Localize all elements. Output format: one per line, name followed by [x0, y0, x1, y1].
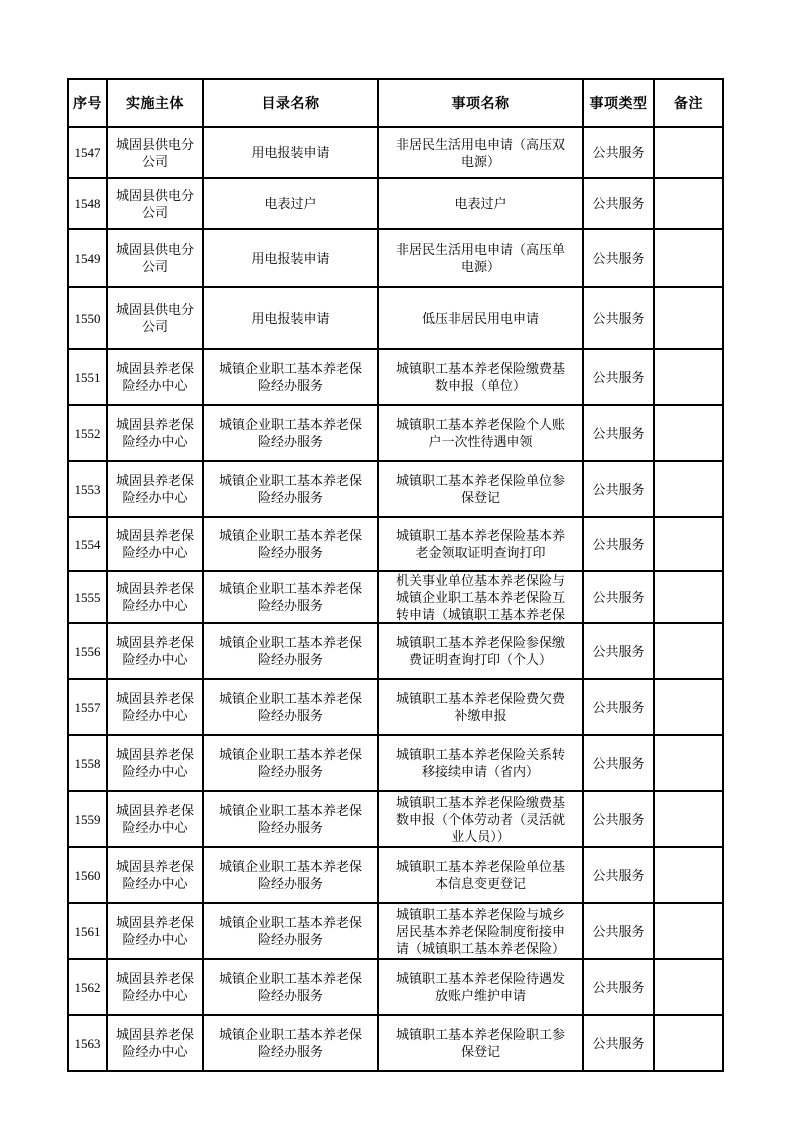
table-row: [68, 1015, 723, 1071]
cell-no: [68, 571, 107, 623]
cell-item: [378, 178, 583, 229]
cell-catalog: [203, 229, 378, 287]
table-row: [68, 903, 723, 959]
cell-catalog: [203, 959, 378, 1015]
cell-type: [583, 847, 654, 903]
cell-text-item: 电表过户: [454, 196, 507, 211]
cell-item: [378, 623, 583, 679]
cell-text-entity: 城固县养老保险经办中心: [115, 635, 194, 667]
table-row: [68, 735, 723, 791]
cell-text-type: 公共服务: [592, 1035, 645, 1051]
cell-note: [654, 679, 723, 735]
cell-text-catalog: 用电报装申请: [251, 145, 330, 160]
cell-text-type: 公共服务: [592, 755, 645, 771]
cell-no: [68, 517, 107, 571]
cell-note: [654, 791, 723, 847]
cell-catalog: [203, 405, 378, 461]
cell-item: [378, 461, 583, 517]
cell-no: [68, 903, 107, 959]
cell-text-note: [655, 350, 722, 404]
cell-text-entity: 城固县供电分公司: [115, 136, 194, 169]
cell-catalog: [203, 1015, 378, 1071]
cell-no: [68, 847, 107, 903]
cell-text-no: 1557: [74, 699, 101, 715]
cell-text-no: 1563: [74, 1035, 101, 1051]
table-row: [68, 127, 723, 178]
table-row: [68, 847, 723, 903]
cell-text-no: 1549: [74, 250, 101, 266]
cell-text-entity: 城固县养老保险经办中心: [115, 859, 194, 891]
cell-text-no: 1550: [74, 310, 101, 326]
cell-text-note: [655, 1016, 722, 1070]
cell-no: [68, 679, 107, 735]
cell-text-no: 1555: [74, 589, 101, 605]
cell-text-catalog: 城镇企业职工基本养老保险经办服务: [218, 528, 362, 560]
table-row: [68, 461, 723, 517]
cell-no: [68, 959, 107, 1015]
cell-entity: [107, 571, 203, 623]
cell-text-type: 公共服务: [592, 196, 645, 211]
cell-text-item: 城镇职工基本养老保险与城乡居民基本养老保险制度衔接申请（城镇职工基本养老保险）: [395, 906, 565, 956]
cell-type: [583, 287, 654, 349]
cell-text-entity: 城固县养老保险经办中心: [115, 417, 194, 449]
cell-text-item: 城镇职工基本养老保险个人账户一次性待遇申领: [395, 417, 565, 449]
cell-entity: [107, 405, 203, 461]
cell-item: [378, 679, 583, 735]
cell-text-no: 1561: [74, 923, 101, 939]
cell-catalog: [203, 679, 378, 735]
cell-text-catalog: 城镇企业职工基本养老保险经办服务: [218, 747, 362, 779]
cell-entity: [107, 349, 203, 405]
cell-text-item: 城镇职工基本养老保险费欠费补缴申报: [395, 691, 565, 723]
cell-text-type: 公共服务: [592, 145, 645, 160]
cell-text-no: 1560: [74, 867, 101, 883]
cell-text-no: 1562: [74, 979, 101, 995]
cell-text-item: 城镇职工基本养老保险基本养老金领取证明查询打印: [395, 528, 565, 560]
table-row: [68, 229, 723, 287]
cell-text-item: 城镇职工基本养老保险关系转移接续申请（省内）: [395, 747, 565, 779]
table-row: [68, 517, 723, 571]
cell-item: [378, 791, 583, 847]
cell-no: [68, 735, 107, 791]
cell-text-item: 城镇职工基本养老保险缴费基数申报（单位）: [395, 361, 565, 393]
cell-text-no: 1559: [74, 811, 101, 827]
cell-text-note: [655, 848, 722, 902]
cell-text-catalog: 城镇企业职工基本养老保险经办服务: [218, 803, 362, 835]
table-row: [68, 679, 723, 735]
table-row: [68, 287, 723, 349]
cell-text-catalog: 城镇企业职工基本养老保险经办服务: [218, 473, 362, 505]
cell-entity: [107, 679, 203, 735]
column-header-note: 备注: [654, 79, 723, 127]
cell-item: [378, 229, 583, 287]
cell-type: [583, 571, 654, 623]
cell-text-type: 公共服务: [592, 699, 645, 715]
column-header-no: 序号: [68, 79, 107, 127]
header-row: [68, 79, 723, 127]
cell-text-no: 1553: [74, 481, 101, 497]
cell-text-type: 公共服务: [592, 250, 645, 266]
column-header-entity: 实施主体: [107, 79, 203, 127]
cell-text-entity: 城固县养老保险经办中心: [115, 361, 194, 393]
cell-text-type: 公共服务: [592, 536, 645, 552]
cell-item: [378, 903, 583, 959]
cell-entity: [107, 847, 203, 903]
cell-catalog: [203, 349, 378, 405]
cell-text-catalog: 城镇企业职工基本养老保险经办服务: [218, 915, 362, 947]
cell-type: [583, 679, 654, 735]
cell-text-entity: 城固县养老保险经办中心: [115, 473, 194, 505]
table-row: [68, 349, 723, 405]
cell-text-catalog: 城镇企业职工基本养老保险经办服务: [218, 417, 362, 449]
cell-text-entity: 城固县养老保险经办中心: [115, 691, 194, 723]
cell-text-type: 公共服务: [592, 923, 645, 939]
cell-entity: [107, 623, 203, 679]
cell-type: [583, 349, 654, 405]
cell-text-catalog: 城镇企业职工基本养老保险经办服务: [218, 581, 362, 613]
cell-text-entity: 城固县供电分公司: [115, 242, 194, 274]
cell-item: [378, 405, 583, 461]
cell-catalog: [203, 287, 378, 349]
cell-text-catalog: 城镇企业职工基本养老保险经办服务: [218, 971, 362, 1003]
cell-type: [583, 405, 654, 461]
cell-note: [654, 517, 723, 571]
cell-entity: [107, 791, 203, 847]
cell-note: [654, 847, 723, 903]
cell-note: [654, 959, 723, 1015]
cell-text-catalog: 城镇企业职工基本养老保险经办服务: [218, 1027, 362, 1059]
cell-text-no: 1558: [74, 755, 101, 771]
cell-note: [654, 623, 723, 679]
cell-text-type: 公共服务: [592, 589, 645, 605]
cell-text-item: 城镇职工基本养老保险单位基本信息变更登记: [395, 859, 565, 891]
cell-catalog: [203, 623, 378, 679]
cell-catalog: [203, 517, 378, 571]
cell-text-catalog: 城镇企业职工基本养老保险经办服务: [218, 691, 362, 723]
column-header-item: 事项名称: [378, 79, 583, 127]
column-header-type: 事项类型: [583, 79, 654, 127]
cell-note: [654, 1015, 723, 1071]
cell-text-type: 公共服务: [592, 425, 645, 441]
cell-item: [378, 847, 583, 903]
cell-text-catalog: 城镇企业职工基本养老保险经办服务: [218, 635, 362, 667]
cell-entity: [107, 517, 203, 571]
cell-type: [583, 229, 654, 287]
cell-entity: [107, 178, 203, 229]
cell-type: [583, 517, 654, 571]
cell-note: [654, 349, 723, 405]
table-row: [68, 959, 723, 1015]
cell-text-note: [655, 736, 722, 790]
cell-no: [68, 623, 107, 679]
cell-text-note: [655, 230, 722, 286]
cell-note: [654, 229, 723, 287]
table-row: [68, 791, 723, 847]
cell-catalog: [203, 735, 378, 791]
table-row: [68, 571, 723, 623]
cell-item: [378, 959, 583, 1015]
cell-item: [378, 517, 583, 571]
cell-text-item: 城镇职工基本养老保险待遇发放账户维护申请: [395, 971, 565, 1003]
cell-note: [654, 287, 723, 349]
cell-text-note: [655, 624, 722, 678]
cell-text-no: 1552: [74, 425, 101, 441]
cell-item: [378, 287, 583, 349]
cell-text-note: [655, 518, 722, 570]
cell-text-note: [655, 128, 722, 177]
cell-no: [68, 229, 107, 287]
cell-type: [583, 623, 654, 679]
cell-no: [68, 287, 107, 349]
cell-note: [654, 178, 723, 229]
cell-catalog: [203, 903, 378, 959]
cell-text-entity: 城固县养老保险经办中心: [115, 1027, 194, 1059]
cell-text-item: 城镇职工基本养老保险缴费基数申报（个体劳动者（灵活就业人员））: [395, 794, 565, 844]
cell-entity: [107, 461, 203, 517]
cell-text-entity: 城固县养老保险经办中心: [115, 581, 194, 613]
column-header-catalog: 目录名称: [203, 79, 378, 127]
cell-entity: [107, 229, 203, 287]
cell-entity: [107, 959, 203, 1015]
cell-item: [378, 735, 583, 791]
cell-text-item: 低压非居民用电申请: [421, 310, 539, 326]
cell-note: [654, 127, 723, 178]
cell-text-item: 非居民生活用电申请（高压双电源）: [395, 136, 565, 169]
service-items-table: [67, 78, 724, 1072]
cell-text-no: 1551: [74, 369, 101, 385]
cell-text-note: [655, 792, 722, 846]
cell-text-no: 1554: [74, 536, 101, 552]
table-row: [68, 178, 723, 229]
cell-catalog: [203, 571, 378, 623]
cell-text-entity: 城固县养老保险经办中心: [115, 747, 194, 779]
cell-type: [583, 903, 654, 959]
cell-note: [654, 405, 723, 461]
cell-catalog: [203, 791, 378, 847]
cell-entity: [107, 287, 203, 349]
cell-type: [583, 127, 654, 178]
cell-entity: [107, 903, 203, 959]
cell-note: [654, 461, 723, 517]
cell-text-item: 城镇职工基本养老保险职工参保登记: [395, 1027, 565, 1059]
cell-text-item: 机关事业单位基本养老保险与城镇企业职工基本养老保险互转申请（城镇职工基本养老保: [395, 572, 565, 622]
table-row: [68, 405, 723, 461]
cell-text-type: 公共服务: [592, 310, 645, 326]
cell-note: [654, 903, 723, 959]
cell-catalog: [203, 461, 378, 517]
cell-text-entity: 城固县供电分公司: [115, 302, 194, 334]
cell-type: [583, 791, 654, 847]
cell-text-type: 公共服务: [592, 979, 645, 995]
cell-text-note: [655, 406, 722, 460]
cell-text-no: 1547: [74, 145, 101, 160]
cell-catalog: [203, 847, 378, 903]
cell-type: [583, 959, 654, 1015]
cell-note: [654, 571, 723, 623]
cell-text-type: 公共服务: [592, 481, 645, 497]
table-row: [68, 623, 723, 679]
cell-text-note: [655, 179, 722, 228]
cell-item: [378, 1015, 583, 1071]
cell-type: [583, 735, 654, 791]
cell-entity: [107, 127, 203, 178]
cell-item: [378, 349, 583, 405]
cell-text-no: 1548: [74, 196, 101, 211]
cell-text-type: 公共服务: [592, 643, 645, 659]
cell-type: [583, 1015, 654, 1071]
cell-text-note: [655, 572, 722, 622]
cell-entity: [107, 735, 203, 791]
cell-item: [378, 127, 583, 178]
cell-text-note: [655, 680, 722, 734]
cell-type: [583, 178, 654, 229]
cell-text-entity: 城固县供电分公司: [115, 187, 194, 220]
cell-text-entity: 城固县养老保险经办中心: [115, 971, 194, 1003]
cell-text-catalog: 电表过户: [264, 196, 317, 211]
cell-text-entity: 城固县养老保险经办中心: [115, 915, 194, 947]
cell-text-note: [655, 960, 722, 1014]
cell-catalog: [203, 178, 378, 229]
cell-no: [68, 127, 107, 178]
cell-catalog: [203, 127, 378, 178]
cell-text-type: 公共服务: [592, 369, 645, 385]
cell-no: [68, 791, 107, 847]
cell-text-type: 公共服务: [592, 811, 645, 827]
cell-text-entity: 城固县养老保险经办中心: [115, 528, 194, 560]
cell-text-note: [655, 288, 722, 348]
cell-text-entity: 城固县养老保险经办中心: [115, 803, 194, 835]
cell-text-catalog: 城镇企业职工基本养老保险经办服务: [218, 361, 362, 393]
cell-no: [68, 1015, 107, 1071]
cell-item: [378, 571, 583, 623]
cell-text-no: 1556: [74, 643, 101, 659]
cell-type: [583, 461, 654, 517]
cell-text-note: [655, 462, 722, 516]
cell-text-catalog: 城镇企业职工基本养老保险经办服务: [218, 859, 362, 891]
cell-no: [68, 405, 107, 461]
cell-text-type: 公共服务: [592, 867, 645, 883]
table-body: [68, 127, 723, 1071]
cell-no: [68, 178, 107, 229]
cell-text-catalog: 用电报装申请: [251, 310, 330, 326]
cell-note: [654, 735, 723, 791]
cell-no: [68, 349, 107, 405]
cell-text-item: 非居民生活用电申请（高压单电源）: [395, 242, 565, 274]
cell-no: [68, 461, 107, 517]
cell-entity: [107, 1015, 203, 1071]
cell-text-item: 城镇职工基本养老保险参保缴费证明查询打印（个人）: [395, 635, 565, 667]
cell-text-item: 城镇职工基本养老保险单位参保登记: [395, 473, 565, 505]
cell-text-note: [655, 904, 722, 958]
cell-text-catalog: 用电报装申请: [251, 250, 330, 266]
